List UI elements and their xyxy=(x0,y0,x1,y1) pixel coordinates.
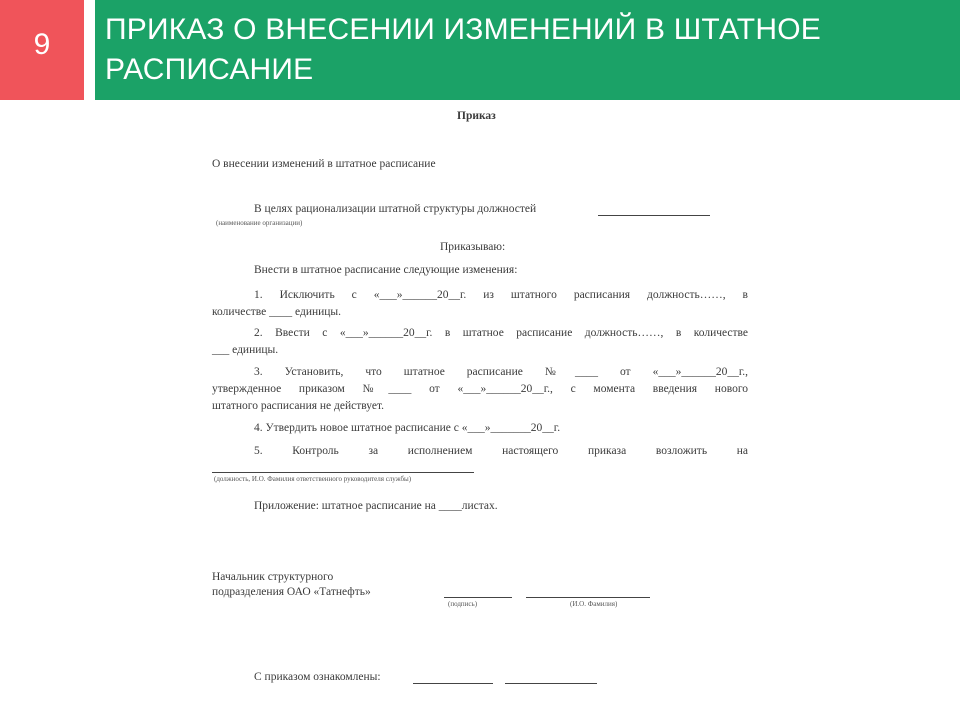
control-caption: (должность, И.О. Фамилия ответственного руководителя службы) xyxy=(214,475,412,483)
item-5: 5. Контроль за исполнением настоящего приказа возложить на xyxy=(254,445,748,457)
appendix-note: Приложение: штатное расписание на ____листах. xyxy=(254,500,498,512)
name-caption: (И.О. Фамилия) xyxy=(570,600,618,608)
org-name-line xyxy=(598,215,710,216)
item-4: 4. Утвердить новое штатное расписание с «___»_______20__г. xyxy=(254,422,561,434)
slide-title: ПРИКАЗ О ВНЕСЕНИИ ИЗМЕНЕНИЙ В ШТАТНОЕ РАСПИСАНИЕ xyxy=(105,13,821,86)
item-2-line-2: ___ единицы. xyxy=(212,344,279,356)
order-word: Приказываю: xyxy=(440,241,506,253)
item-3-line-3: штатного расписания не действует. xyxy=(212,400,385,412)
item-3-line-2: утвержденное приказом №____ от «___»______20__г., с момента введения нового xyxy=(212,383,748,395)
document-subject: О внесении изменений в штатное расписание xyxy=(212,158,436,170)
changes-intro: Внести в штатное расписание следующие изменения: xyxy=(254,264,518,276)
slide-number: 9 xyxy=(33,28,51,61)
acknowledged-line-2 xyxy=(505,683,597,684)
control-responsible-line xyxy=(212,472,474,473)
name-line xyxy=(526,597,650,598)
signer-title-line-1: Начальник структурного xyxy=(212,571,334,583)
acknowledged-label: С приказом ознакомлены: xyxy=(254,671,381,683)
intro-text: В целях рационализации штатной структуры должностей xyxy=(254,203,537,215)
signature-caption: (подпись) xyxy=(448,600,478,608)
item-2-line-1: 2. Ввести с «___»______20__г. в штатное расписание должность……, в количестве xyxy=(254,327,748,339)
signature-line xyxy=(444,597,512,598)
acknowledged-line-1 xyxy=(413,683,493,684)
item-3-line-1: 3. Установить, что штатное расписание №____ от «___»______20__г., xyxy=(254,366,748,378)
signer-title-line-2: подразделения ОАО «Татнефть» xyxy=(212,586,371,598)
org-caption: (наименование организации) xyxy=(216,219,303,227)
item-1-line-1: 1. Исключить с «___»______20__г. из штатного расписания должность……, в xyxy=(254,289,748,301)
item-1-line-2: количестве ____ единицы. xyxy=(212,306,342,318)
document-heading: Приказ xyxy=(457,110,496,122)
